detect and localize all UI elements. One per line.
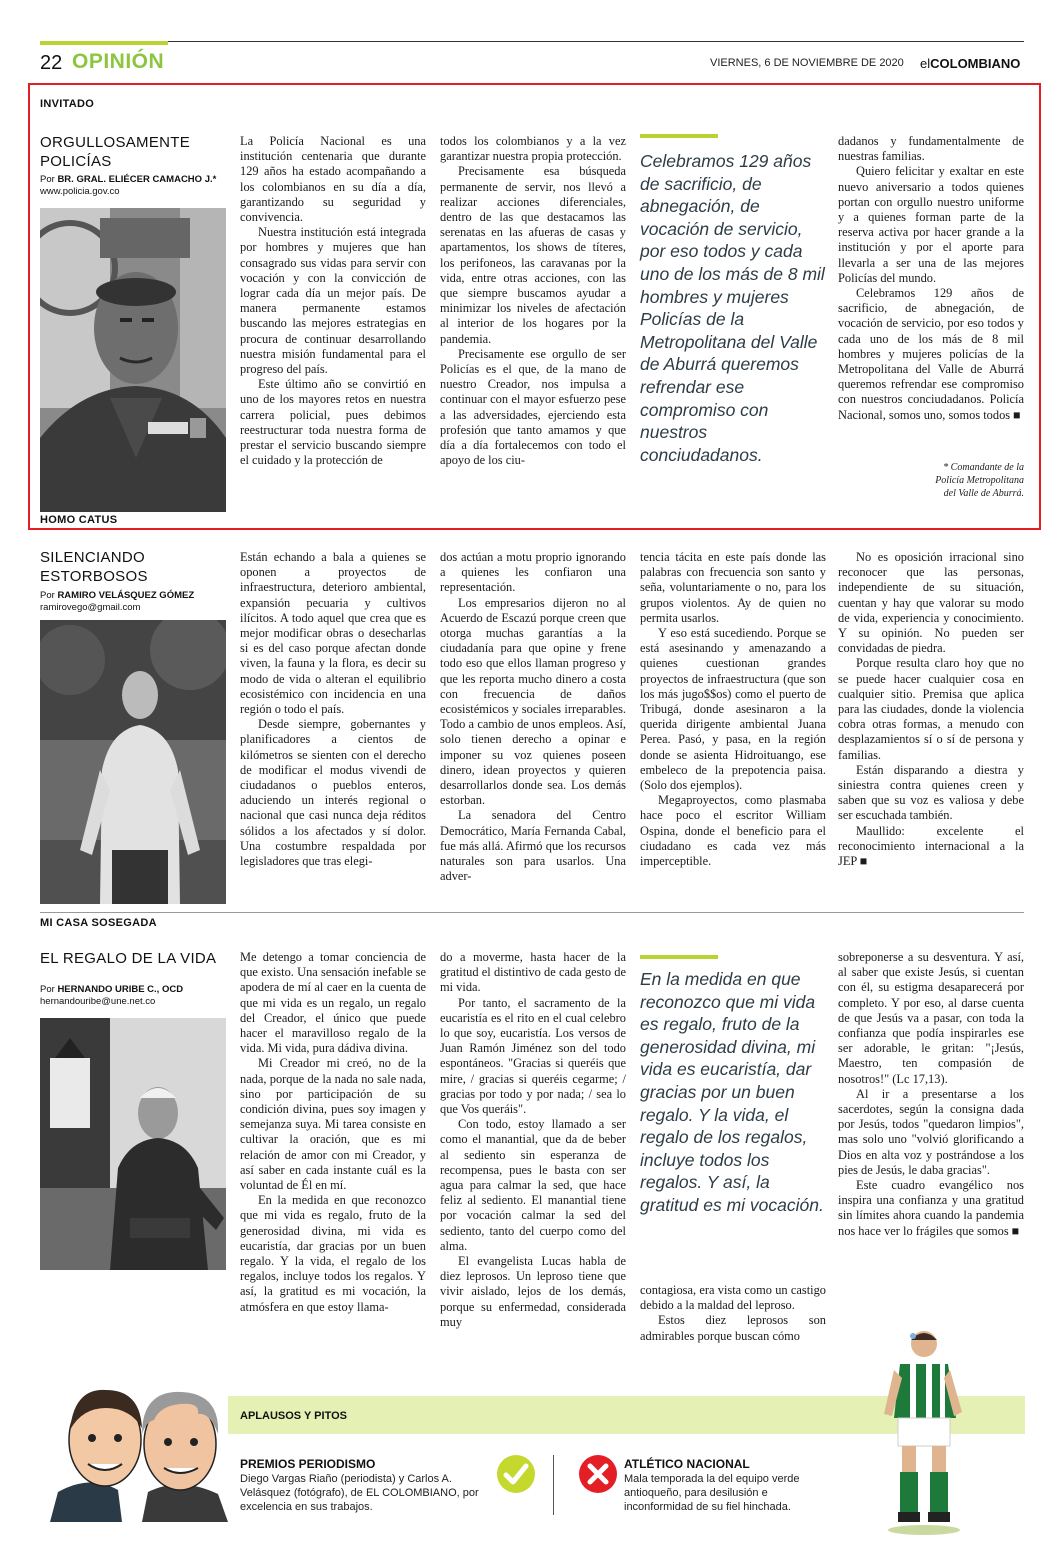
aplausos-separator — [553, 1455, 554, 1515]
aplauso-text: Diego Vargas Riaño (periodista) y Carlos A. Velásquez (fotógrafo), de EL COLOMBIANO, por excelencia en sus trabajos. — [240, 1473, 479, 1513]
paragraph: Al ir a presentarse a los sacerdotes, según la consigna dada por Jesús, todos "quedaron limpios", mas solo uno "volvió glorificando a Dios en alta voz y postrándose a los pies de Jesús, le daba gracias". — [838, 1086, 1024, 1177]
paragraph: Precisamente esa búsqueda permanente de servir, nos llevó a realizar acciones diferenciales, dentro de las que destacamos las serenatas en las afueras de casas y apartamentos, los shows de títeres, los perifoneos, las caravanas por la vida, entre otras acciones, con las que siempre buscamos ayudar a minimizar los niveles de afectación al interior de los hogares por la pandemia. — [440, 164, 626, 346]
invitado-column-2 — [440, 134, 626, 506]
section-accent-bar — [40, 41, 168, 45]
brand-name: COLOMBIANO — [930, 56, 1021, 71]
page-number: 22 — [40, 52, 63, 74]
homo-catus-title — [40, 548, 148, 586]
mi-casa-column-4 — [838, 950, 1024, 1280]
paragraph: dos actúan a motu proprio ignorando a quienes les confiaron una representación. — [440, 550, 626, 595]
paragraph: Celebramos 129 años de sacrificio, de abnegación, de vocación de servicio, por eso todos y cada uno de los más de 8 mil hombres y mujeres policías de la Metropolitana del Valle de Aburrá queremos refrendar ese compromiso con nuestros conciudadanos. Policía Nacional, somos uno, somos todos ■ — [838, 286, 1024, 422]
paragraph: En la medida en que reconozco que mi vida es regalo, fruto de la generosidad divina, mi vida es eucaristía, dar gracias por un buen regalo. Y la vida, el regalo de los regalos, incluye todos los regalos. Y así, la gratitud es mi vocación, la atmósfera en que estoy llama- — [240, 1193, 426, 1314]
mi-casa-column-3 — [640, 1283, 826, 1373]
mi-casa-column-1 — [240, 950, 426, 1372]
quote-accent-bar — [640, 134, 718, 138]
byline-author: BR. GRAL. ELIÉCER CAMACHO J.* — [57, 174, 217, 185]
paragraph: Desde siempre, gobernantes y planificadores a cientos de kilómetros se sienten con el derecho de modificar el modus vivendi de ciudadanos o pueblos enteros, aduciendo un interés regional o nacional que casi nunca deja réditos sólidos a los afectados y sí dolor. Una costumbre respaldada por legisladores que tras elegi- — [240, 717, 426, 869]
paragraph: Por tanto, el sacramento de la eucaristía es el rito en el cual celebro lo que soy, eucaristía. Los versos de Juan Ramón Jiménez son del todo espontáneos. "Gracias si queréis que mire, / gracias si queréis cegarme; / gracias por todo y por nada; / sea lo que Vos queráis". — [440, 995, 626, 1117]
signature-line: del Valle de Aburrá. — [943, 488, 1024, 499]
signature-line: * Comandante de la — [943, 462, 1024, 473]
invitado-title-line2: POLICÍAS — [40, 153, 112, 170]
mi-casa-column-2 — [440, 950, 626, 1372]
paragraph: Este cuadro evangélico nos inspira una confianza y una gratitud sin límites ahora cuando la pandemia nos hace ver lo frágiles que somos ■ — [838, 1178, 1024, 1238]
author-signature — [838, 461, 1024, 500]
paragraph: todos los colombianos y a la vez garantizar nuestra propia protección. — [440, 134, 626, 164]
byline-author: HERNANDO URIBE C., OCD — [57, 984, 184, 995]
paragraph: Megaproyectos, como plasmaba hace poco el escritor William Ospina, donde el beneficio para el ciudadano es cada vez más imperceptible. — [640, 793, 826, 869]
paragraph: Estos diez leprosos son admirables porque buscan cómo — [640, 1313, 826, 1343]
section-title: OPINIÓN — [72, 50, 165, 73]
newspaper-brand — [920, 56, 1020, 71]
quote-accent-bar — [640, 955, 718, 959]
mi-casa-pull-quote: En la medida en que reconozco que mi vida es regalo, fruto de la generosidad divina, mi vida es eucaristía, dar gracias por un buen regalo. Y la vida, el regalo de los regalos, incluye todos los regalos. Y así, la gratitud es mi vocación. — [640, 969, 824, 1215]
caricature-icon — [50, 1362, 228, 1522]
paragraph: Mi Creador mi creó, no de la nada, porque de la nada no sale nada, sino por participación de su condición divina, pues soy imagen y semejanza suya. Mi tarea consiste en cultivar la oración, que es mi relación de amor con mi Creador, y así saber en cada instante cuál es la voluntad de Él en mí. — [240, 1056, 426, 1193]
brand-prefix: el — [920, 56, 931, 71]
paragraph: Me detengo a tomar conciencia de que existo. Una sensación inefable se apodera de mí al caer en la cuenta de que mi vida es un regalo, un regalo del Creador, el único que puede hacer el maravilloso regalo de la vida. Mi vida, pura dádiva divina. — [240, 950, 426, 1056]
invitado-column-4 — [838, 134, 1024, 446]
byline-prefix: Por — [40, 590, 58, 601]
paragraph: El evangelista Lucas habla de diez leprosos. Un leproso tiene que vivir aislado, lejos de los demás, porque su enfermedad, considerada muy — [440, 1254, 626, 1329]
homo-catus-column-4 — [838, 550, 1024, 908]
invitado-label: INVITADO — [40, 98, 95, 110]
check-icon — [496, 1454, 536, 1494]
invitado-column-1 — [240, 134, 426, 506]
invitado-title — [40, 133, 190, 171]
paragraph: Precisamente ese orgullo de ser Policías es el que, de la mano de nuestro Creador, nos impulsa a continuar con el mayor esfuerzo pese a las adversidades, ejerciendo esta profesión que tanto amamos y que día a día fortalecemos con todo el apoyo de los ciu- — [440, 346, 626, 468]
paragraph: Los empresarios dijeron no al Acuerdo de Escazú porque creen que otorga muchas garantías a la ciudadanía para que opine y frene todo eso que ellos llaman progreso y que les reporta mucho dinero a costa con frecuencia de daños ecosistémicos y sociales irreparables. Todo a cambio de unos empleos. Así, solo tienen derecho a opinar e imponer su voz quienes poseen dinero, idean proyectos y quieren desarrollarlos donde sea. Los demás estorban. — [440, 595, 626, 808]
byline-web: www.policia.gov.co — [40, 186, 120, 197]
paragraph: sobreponerse a su desventura. Y así, al saber que existe Jesús, si cuentan con él, su estigma desaparecerá por completo. Y por eso, al darse cuenta de que Jesús va a pasar, con toda la confianza que podía inspirarles ese ser adorable, le gritan: "¡Jesús, Maestro, ten compasión de nosotros!" (Lc 17,13). — [838, 950, 1024, 1086]
mi-casa-title: EL REGALO DE LA VIDA — [40, 950, 217, 967]
paragraph: Maullido: excelente el reconocimiento internacional a la JEP ■ — [838, 823, 1024, 869]
homo-catus-byline — [40, 590, 194, 614]
paragraph: Nuestra institución está integrada por hombres y mujeres que han consagrado sus vidas para servir con vocación y con la convicción de lograr cada día un mejor país. De manera permanente estamos buscando las mejores estrategias en procura de continuar desarrollando nuestra misión fundamental para el progreso del país. — [240, 225, 426, 377]
paragraph: tencia tácita en este país donde las palabras con frecuencia son santo y seña, voluntariamente o no, para los grupos violentos. Ay de quien no permita usarlos. — [640, 550, 826, 625]
paragraph: Están echando a bala a quienes se oponen a proyectos de infraestructura, deterioro ambiental, expansión pecuaria y cultivos ilícitos. A todo aquel que crea que es mejor modificar obras o desecharlas si es del caso porque afectan donde viven, la fauna y la flora, es decir su modo de vida o alteran el equilibrio ecosistémico con incidencia en una región o todo el país. — [240, 550, 426, 717]
invitado-author-photo — [40, 208, 226, 512]
paragraph: Con todo, estoy llamado a ser como el manantial, que da de beber al sediento sin esperanza de recompensa, pues le basta con ser agua para calmar la sed, que hace feliz al sediento. El manantial tiene por vocación calmar la sed del sediento, tanto del cuerpo como del alma. — [440, 1117, 626, 1253]
mi-casa-author-photo — [40, 1018, 226, 1270]
paragraph: Están disparando a diestra y siniestra contra quienes creen y saben que su voz es valiosa y debe ser escuchada también. — [838, 762, 1024, 823]
title-line2: ESTORBOSOS — [40, 568, 148, 585]
homo-catus-column-1 — [240, 550, 426, 908]
byline-email: hernandouribe@une.net.co — [40, 996, 156, 1007]
invitado-byline — [40, 174, 216, 198]
paragraph: La senadora del Centro Democrático, María Fernanda Cabal, fue más allá. Afirmó que los recursos naturales son para usarlos. Una adver- — [440, 808, 626, 884]
homo-catus-author-photo — [40, 620, 226, 904]
byline-author: RAMIRO VELÁSQUEZ GÓMEZ — [57, 590, 195, 601]
byline-prefix: Por — [40, 174, 58, 185]
byline-prefix: Por — [40, 984, 58, 995]
paragraph: Quiero felicitar y exaltar en este nuevo aniversario a todos quienes portan con orgullo nuestro uniforme y a quienes forman parte de la reserva activa por hacer grande a la institución y por el aporte para llevarla a ser una de las mejores Policías del mundo. — [838, 164, 1024, 285]
paragraph: contagiosa, era vista como un castigo debido a la maldad del leproso. — [640, 1283, 826, 1313]
paragraph: Este último año se convirtió en uno de los mayores retos en nuestra carrera policial, pues debimos reestructurar toda nuestra forma de prestar el servicio buscando siempre el cuidado y la protección de — [240, 377, 426, 468]
aplauso-title: PREMIOS PERIODISMO — [240, 1457, 376, 1471]
byline-email: ramirovego@gmail.com — [40, 602, 141, 613]
footballer-icon — [880, 1322, 970, 1536]
title-line1: SILENCIANDO — [40, 549, 145, 566]
paragraph: dadanos y fundamentalmente de nuestras familias. — [838, 134, 1024, 164]
homo-catus-label: HOMO CATUS — [40, 514, 118, 526]
paragraph: No es oposición irracional sino reconocer que las personas, independiente de su situación, cuentan y hay que valorar su modo de vida, experiencia y conocimiento. Y su opinión. No pueden ser convidadas de piedra. — [838, 550, 1024, 656]
mi-casa-label: MI CASA SOSEGADA — [40, 917, 157, 929]
paragraph: do a moverme, hasta hacer de la gratitud el distintivo de cada gesto de mi vida. — [440, 950, 626, 995]
homo-catus-column-2 — [440, 550, 626, 908]
invitado-title-line1: ORGULLOSAMENTE — [40, 134, 191, 151]
pito-title: ATLÉTICO NACIONAL — [624, 1457, 750, 1471]
paragraph: La Policía Nacional es una institución centenaria que durante 129 años ha estado acompañando a los colombianos en su día a día, garantizando su seguridad y convivencia. — [240, 134, 426, 225]
paragraph: Y eso está sucediendo. Porque se está asesinando y amenazando a quienes cuestionan grandes proyectos de infraestructura (que son los más jugo$$os) como el puerto de Tribugá, donde asesinaron a la querida dirigente ambiental Juana Perea. Pasó, y pasa, en la región donde se asienta Hidroituango, ese embeleco de la prepotencia paisa. (Solo dos ejemplos). — [640, 626, 826, 793]
aplausos-title: APLAUSOS Y PITOS — [240, 1410, 347, 1422]
section-divider — [40, 912, 1024, 913]
invitado-pull-quote: Celebramos 129 años de sacrificio, de abnegación, de vocación de servicio, por eso todos y cada uno de los más de 8 mil hombres y mujeres Policías de la Metropolitana del Valle de Aburrá queremos refrendar ese compromiso con nuestros conciudadanos. — [640, 151, 825, 465]
header-rule — [40, 41, 1024, 42]
pito-text: Mala temporada la del equipo verde antioqueño, para desilusión e inconformidad de su fiel hinchada. — [624, 1473, 800, 1513]
signature-line: Policía Metropolitana — [935, 475, 1024, 486]
homo-catus-column-3 — [640, 550, 826, 908]
issue-date: VIERNES, 6 DE NOVIEMBRE DE 2020 — [710, 57, 904, 69]
paragraph: Porque resulta claro hoy que no se puede hacer cualquier cosa en cualquier sitio. Premisa que aplica para las ciudades, donde la violencia cobra otras formas, a menudo con desplazamientos sí o sí de persona y familias. — [838, 656, 1024, 762]
cross-icon — [578, 1454, 618, 1494]
mi-casa-byline — [40, 984, 183, 1008]
